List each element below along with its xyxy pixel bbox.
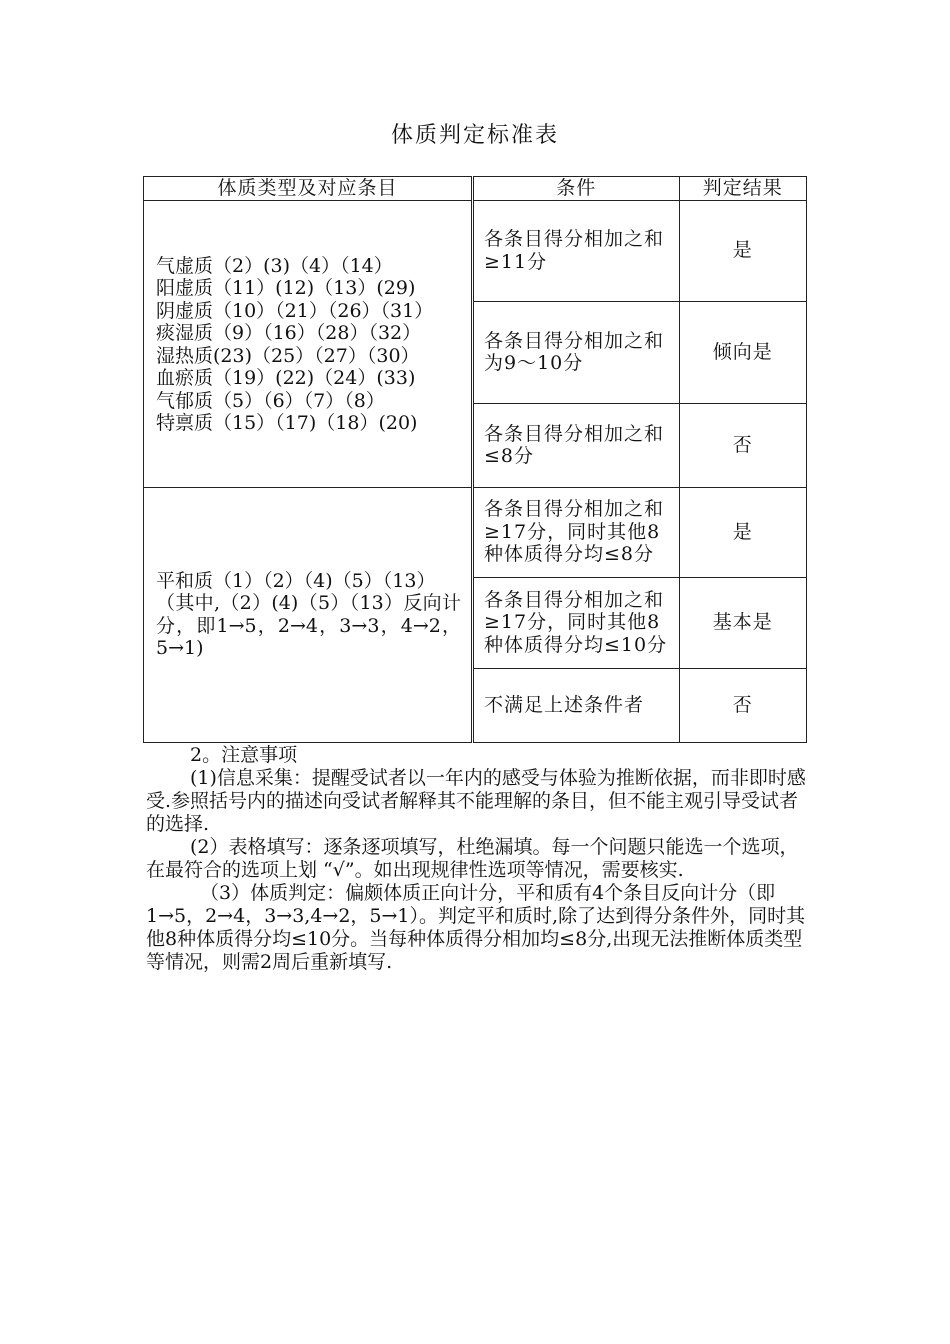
condition-cell: 各条目得分相加之和≥11分 — [472, 200, 679, 301]
condition-cell: 各条目得分相加之和≥17分，同时其他8种体质得分均≤10分 — [472, 577, 679, 668]
page-title: 体质判定标准表 — [390, 123, 559, 148]
header-types: 体质类型及对应条目 — [144, 177, 473, 201]
header-condition: 条件 — [472, 177, 679, 201]
type-line: 痰湿质（9）（16）（28）（32） — [156, 322, 422, 344]
balanced-type-cell — [144, 487, 473, 742]
result-cell: 是 — [679, 487, 806, 577]
type-line: 血瘀质（19）(22)（24）(33) — [156, 367, 416, 389]
notes-section — [146, 744, 814, 974]
type-line: 平和质（1）（2）（4)（5）（13） — [156, 569, 436, 592]
note-paragraph: (2）表格填写：逐条逐项填写，杜绝漏填。每一个问题只能选一个选项，在最符合的选项上划 “√”。如出现规律性选项等情况，需要核实. — [146, 836, 799, 881]
result-cell: 否 — [679, 668, 806, 742]
condition-cell: 各条目得分相加之和为9～10分 — [472, 301, 679, 403]
type-line: 气虚质（2）(3)（4）（14） — [156, 254, 393, 277]
result-cell: 基本是 — [679, 577, 806, 668]
table-header-row — [144, 177, 807, 201]
type-line: 阳虚质（11）(12)（13）(29) — [156, 277, 416, 299]
type-line: 特禀质（15）（17)（18）(20) — [156, 412, 418, 434]
constitution-standard-table — [143, 176, 807, 743]
result-cell: 是 — [679, 200, 806, 301]
note-paragraph: （3）体质判定：偏颇体质正向计分，平和质有4个条目反向计分（即1→5，2→4，3→3,4→2，5→1）。判定平和质时,除了达到得分条件外，同时其他8种体质得分均≤10分。当每种体质得分相加均≤8分,出现无法推断体质类型等情况，则需2周后重新填写. — [146, 882, 806, 973]
type-line: 气郁质（5）（6）（7）（8） — [156, 389, 385, 412]
condition-cell: 各条目得分相加之和≥17分，同时其他8种体质得分均≤8分 — [472, 487, 679, 577]
type-line: 湿热质(23)（25）（27）（30） — [156, 344, 420, 367]
header-result: 判定结果 — [679, 177, 806, 201]
result-cell: 否 — [679, 403, 806, 487]
condition-cell: 各条目得分相加之和≤8分 — [472, 403, 679, 487]
table-row — [144, 487, 807, 577]
note-paragraph: (1)信息采集：提醒受试者以一年内的感受与体验为推断依据，而非即时感受.参照括号内的描述向受试者解释其不能理解的条目，但不能主观引导受试者的选择. — [146, 767, 806, 835]
condition-cell: 不满足上述条件者 — [472, 668, 679, 742]
result-cell: 倾向是 — [679, 301, 806, 403]
table-row — [144, 200, 807, 301]
notes-heading: 2。注意事项 — [190, 744, 298, 766]
type-note: （其中,（2）(4)（5）（13）反向计分，即1→5，2→4，3→3，4→2，5→1) — [156, 592, 461, 659]
biased-types-cell — [144, 200, 473, 487]
type-line: 阴虚质（10）（21）（26）（31） — [156, 299, 434, 322]
